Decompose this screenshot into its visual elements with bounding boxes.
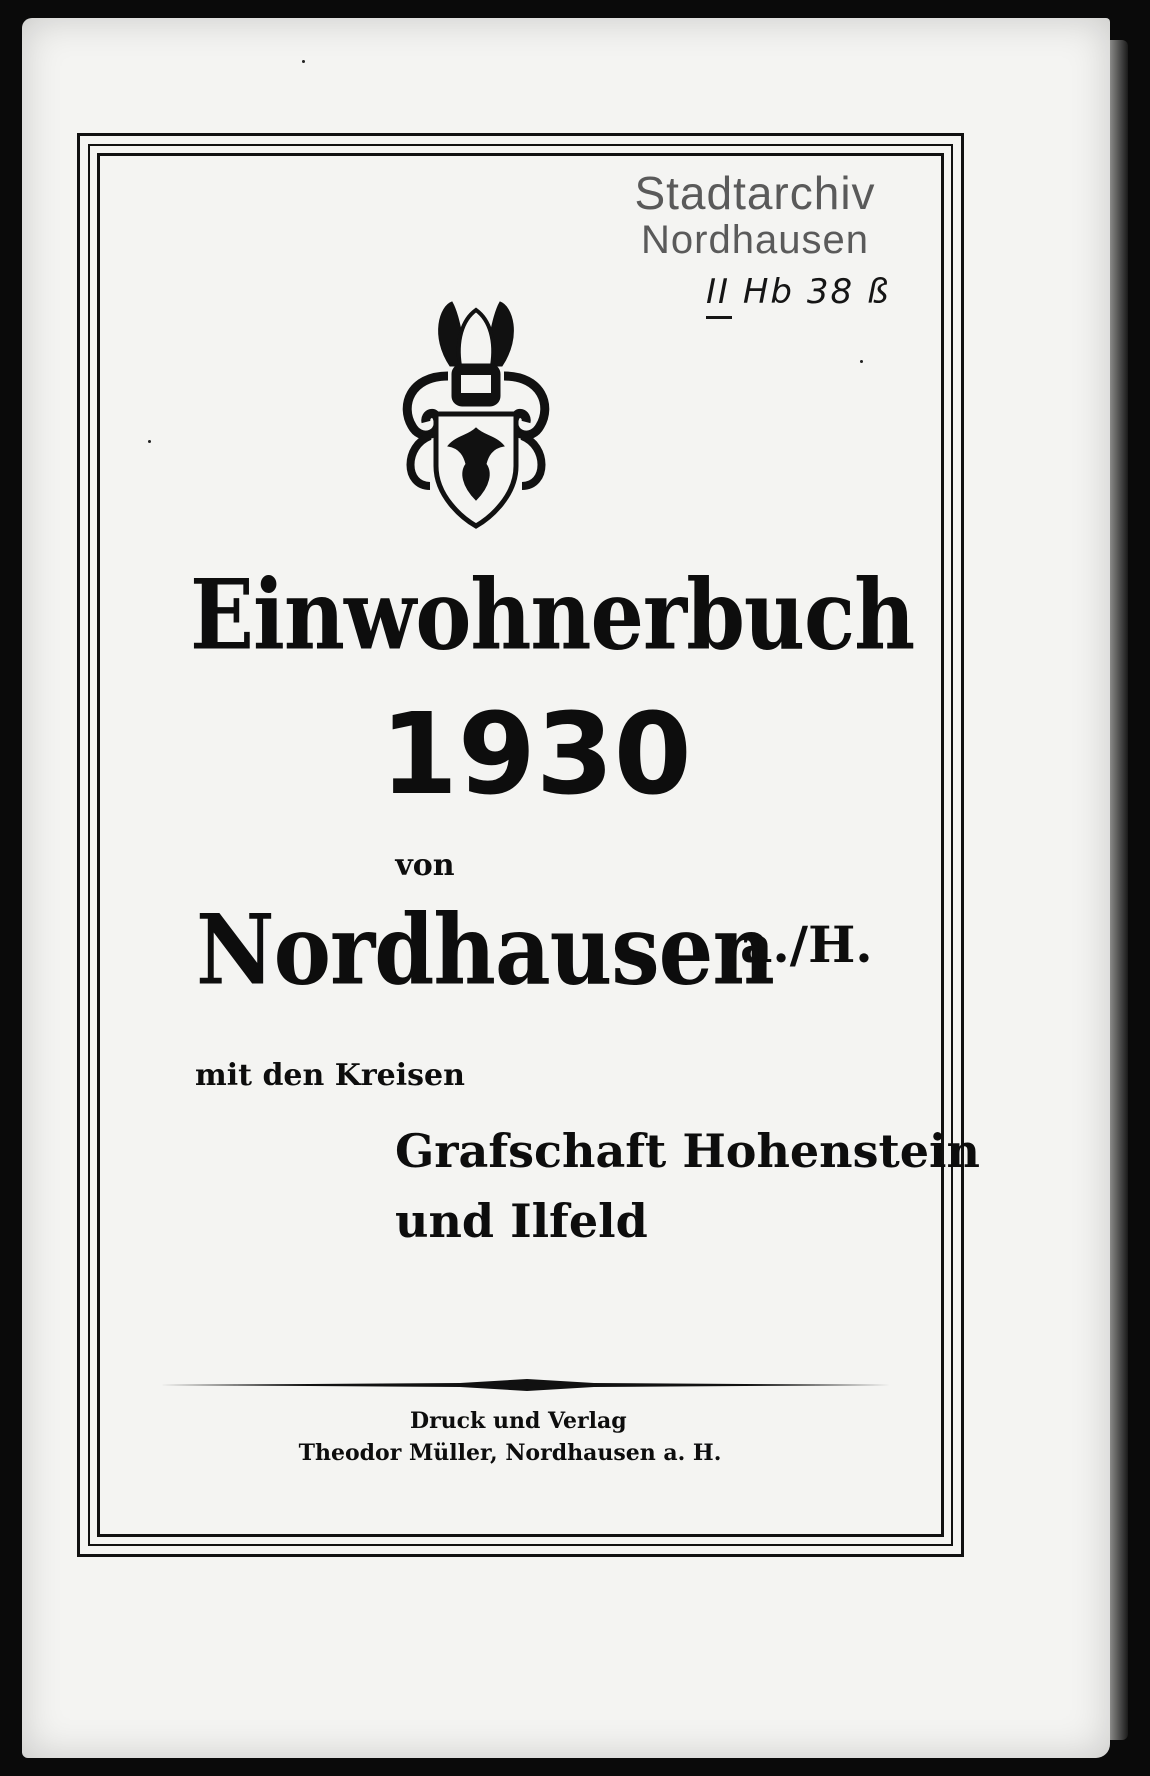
kreis-line-2: und Ilfeld bbox=[395, 1194, 648, 1248]
paper-speck bbox=[148, 440, 151, 443]
stamp-line-2: Nordhausen bbox=[641, 218, 869, 262]
title-main: Einwohnerbuch bbox=[190, 557, 915, 672]
kreis-line-1: Grafschaft Hohenstein bbox=[395, 1124, 980, 1178]
title-city-suffix: a./H. bbox=[740, 915, 873, 974]
paper-speck bbox=[302, 60, 305, 63]
coat-of-arms-eagle-icon bbox=[390, 296, 562, 532]
publisher-line-2: Theodor Müller, Nordhausen a. H. bbox=[298, 1440, 722, 1466]
archive-stamp bbox=[590, 168, 920, 262]
title-city: Nordhausen bbox=[196, 893, 774, 1008]
call-number-text: II Hb 38 ß bbox=[706, 272, 891, 312]
decorative-rule bbox=[160, 1378, 895, 1392]
publisher-line-1: Druck und Verlag bbox=[410, 1408, 627, 1434]
title-year: 1930 bbox=[380, 690, 692, 820]
title-von: von bbox=[395, 848, 455, 883]
kreise-intro: mit den Kreisen bbox=[195, 1058, 465, 1093]
call-number-underline bbox=[706, 316, 732, 319]
paper-speck bbox=[860, 360, 863, 363]
stamp-line-1: Stadtarchiv bbox=[634, 167, 876, 219]
call-number bbox=[706, 272, 896, 322]
